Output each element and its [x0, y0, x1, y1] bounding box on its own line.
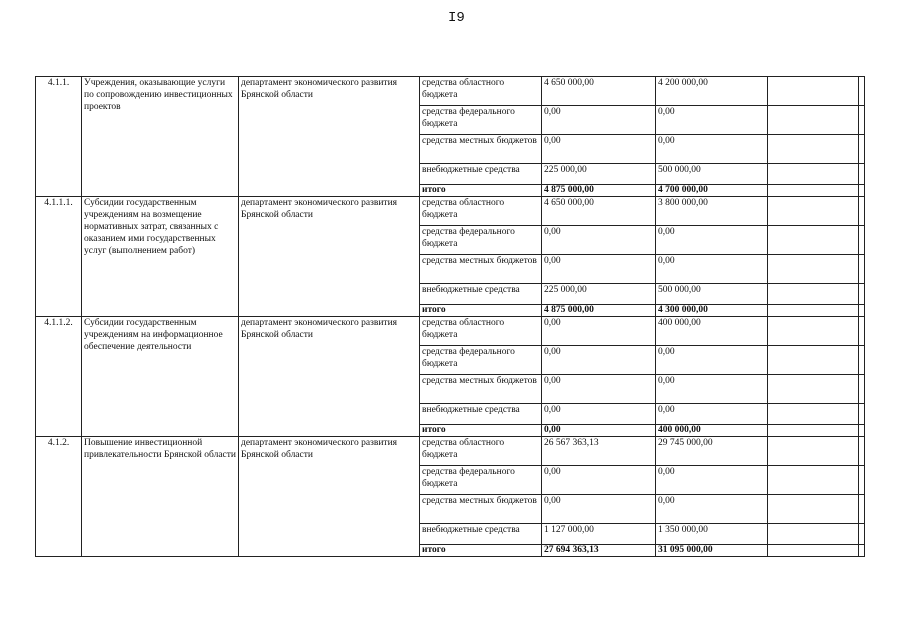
amount-year-2: 0,00: [656, 404, 768, 425]
empty-cell: [859, 197, 865, 226]
amount-year-1: 0,00: [542, 135, 656, 164]
empty-cell: [768, 164, 859, 185]
amount-year-1: 4 650 000,00: [542, 197, 656, 226]
funding-source: внебюджетные средства: [420, 284, 542, 305]
empty-cell: [768, 425, 859, 437]
empty-cell: [859, 135, 865, 164]
empty-cell: [768, 305, 859, 317]
empty-cell: [768, 545, 859, 557]
amount-year-2: 0,00: [656, 106, 768, 135]
amount-year-2: 500 000,00: [656, 284, 768, 305]
funding-source: средства местных бюджетов: [420, 255, 542, 284]
item-name: Повышение инвестиционной привлекательности Брянской области: [82, 437, 239, 557]
amount-year-2: 1 350 000,00: [656, 524, 768, 545]
empty-cell: [859, 226, 865, 255]
amount-year-1: 4 650 000,00: [542, 77, 656, 106]
empty-cell: [768, 135, 859, 164]
empty-cell: [859, 106, 865, 135]
amount-year-1: 0,00: [542, 317, 656, 346]
amount-year-1: 26 567 363,13: [542, 437, 656, 466]
funding-source: средства федерального бюджета: [420, 346, 542, 375]
funding-source: итого: [420, 545, 542, 557]
funding-source: средства областного бюджета: [420, 197, 542, 226]
empty-cell: [859, 404, 865, 425]
amount-year-2: 0,00: [656, 226, 768, 255]
empty-cell: [859, 545, 865, 557]
empty-cell: [859, 425, 865, 437]
amount-year-1: 0,00: [542, 375, 656, 404]
table-row: [36, 317, 865, 346]
amount-year-2: 0,00: [656, 495, 768, 524]
empty-cell: [859, 305, 865, 317]
table-row: [36, 197, 865, 226]
funding-source: средства местных бюджетов: [420, 375, 542, 404]
empty-cell: [859, 466, 865, 495]
empty-cell: [859, 284, 865, 305]
funding-source: средства местных бюджетов: [420, 135, 542, 164]
funding-source: внебюджетные средства: [420, 164, 542, 185]
empty-cell: [859, 185, 865, 197]
funding-source: средства федерального бюджета: [420, 466, 542, 495]
amount-year-1: 0,00: [542, 346, 656, 375]
empty-cell: [768, 226, 859, 255]
amount-year-1: 4 875 000,00: [542, 305, 656, 317]
funding-source: средства областного бюджета: [420, 317, 542, 346]
item-number: 4.1.1.: [36, 77, 82, 197]
table-row: [36, 437, 865, 466]
amount-year-2: 29 745 000,00: [656, 437, 768, 466]
empty-cell: [859, 77, 865, 106]
executor: департамент экономического развития Брянской области: [239, 437, 420, 557]
page-number: I9: [448, 10, 465, 26]
amount-year-1: 1 127 000,00: [542, 524, 656, 545]
executor: департамент экономического развития Брянской области: [239, 77, 420, 197]
funding-source: средства федерального бюджета: [420, 226, 542, 255]
empty-cell: [768, 404, 859, 425]
amount-year-1: 0,00: [542, 425, 656, 437]
funding-source: итого: [420, 305, 542, 317]
budget-table: [35, 76, 865, 557]
funding-source: внебюджетные средства: [420, 524, 542, 545]
empty-cell: [859, 255, 865, 284]
funding-source: внебюджетные средства: [420, 404, 542, 425]
funding-source: средства областного бюджета: [420, 77, 542, 106]
item-number: 4.1.1.2.: [36, 317, 82, 437]
table-row: [36, 77, 865, 106]
item-name: Учреждения, оказывающие услуги по сопровождению инвестиционных проектов: [82, 77, 239, 197]
amount-year-1: 0,00: [542, 466, 656, 495]
empty-cell: [859, 346, 865, 375]
amount-year-1: 0,00: [542, 226, 656, 255]
amount-year-2: 4 300 000,00: [656, 305, 768, 317]
amount-year-2: 4 700 000,00: [656, 185, 768, 197]
empty-cell: [859, 317, 865, 346]
empty-cell: [768, 524, 859, 545]
amount-year-1: 4 875 000,00: [542, 185, 656, 197]
item-name: Субсидии государственным учреждениям на возмещение нормативных затрат, связанных с оказанием ими государственных услуг (выполнением работ): [82, 197, 239, 317]
empty-cell: [768, 77, 859, 106]
amount-year-1: 0,00: [542, 495, 656, 524]
funding-source: средства местных бюджетов: [420, 495, 542, 524]
empty-cell: [768, 495, 859, 524]
empty-cell: [768, 346, 859, 375]
amount-year-2: 0,00: [656, 375, 768, 404]
amount-year-2: 0,00: [656, 346, 768, 375]
empty-cell: [859, 164, 865, 185]
empty-cell: [859, 524, 865, 545]
empty-cell: [768, 255, 859, 284]
empty-cell: [768, 375, 859, 404]
funding-source: средства федерального бюджета: [420, 106, 542, 135]
empty-cell: [768, 185, 859, 197]
amount-year-2: 31 095 000,00: [656, 545, 768, 557]
empty-cell: [768, 317, 859, 346]
empty-cell: [768, 437, 859, 466]
amount-year-1: 0,00: [542, 255, 656, 284]
item-number: 4.1.1.1.: [36, 197, 82, 317]
empty-cell: [768, 197, 859, 226]
empty-cell: [768, 466, 859, 495]
empty-cell: [768, 106, 859, 135]
funding-source: средства областного бюджета: [420, 437, 542, 466]
amount-year-2: 0,00: [656, 135, 768, 164]
empty-cell: [768, 284, 859, 305]
item-name: Субсидии государственным учреждениям на информационное обеспечение деятельности: [82, 317, 239, 437]
empty-cell: [859, 495, 865, 524]
amount-year-2: 3 800 000,00: [656, 197, 768, 226]
amount-year-1: 225 000,00: [542, 284, 656, 305]
empty-cell: [859, 437, 865, 466]
amount-year-2: 400 000,00: [656, 317, 768, 346]
amount-year-1: 27 694 363,13: [542, 545, 656, 557]
amount-year-2: 0,00: [656, 466, 768, 495]
executor: департамент экономического развития Брянской области: [239, 317, 420, 437]
amount-year-2: 4 200 000,00: [656, 77, 768, 106]
funding-source: итого: [420, 425, 542, 437]
amount-year-1: 0,00: [542, 404, 656, 425]
amount-year-2: 0,00: [656, 255, 768, 284]
executor: департамент экономического развития Брянской области: [239, 197, 420, 317]
empty-cell: [859, 375, 865, 404]
amount-year-1: 0,00: [542, 106, 656, 135]
amount-year-2: 500 000,00: [656, 164, 768, 185]
amount-year-2: 400 000,00: [656, 425, 768, 437]
amount-year-1: 225 000,00: [542, 164, 656, 185]
item-number: 4.1.2.: [36, 437, 82, 557]
funding-source: итого: [420, 185, 542, 197]
